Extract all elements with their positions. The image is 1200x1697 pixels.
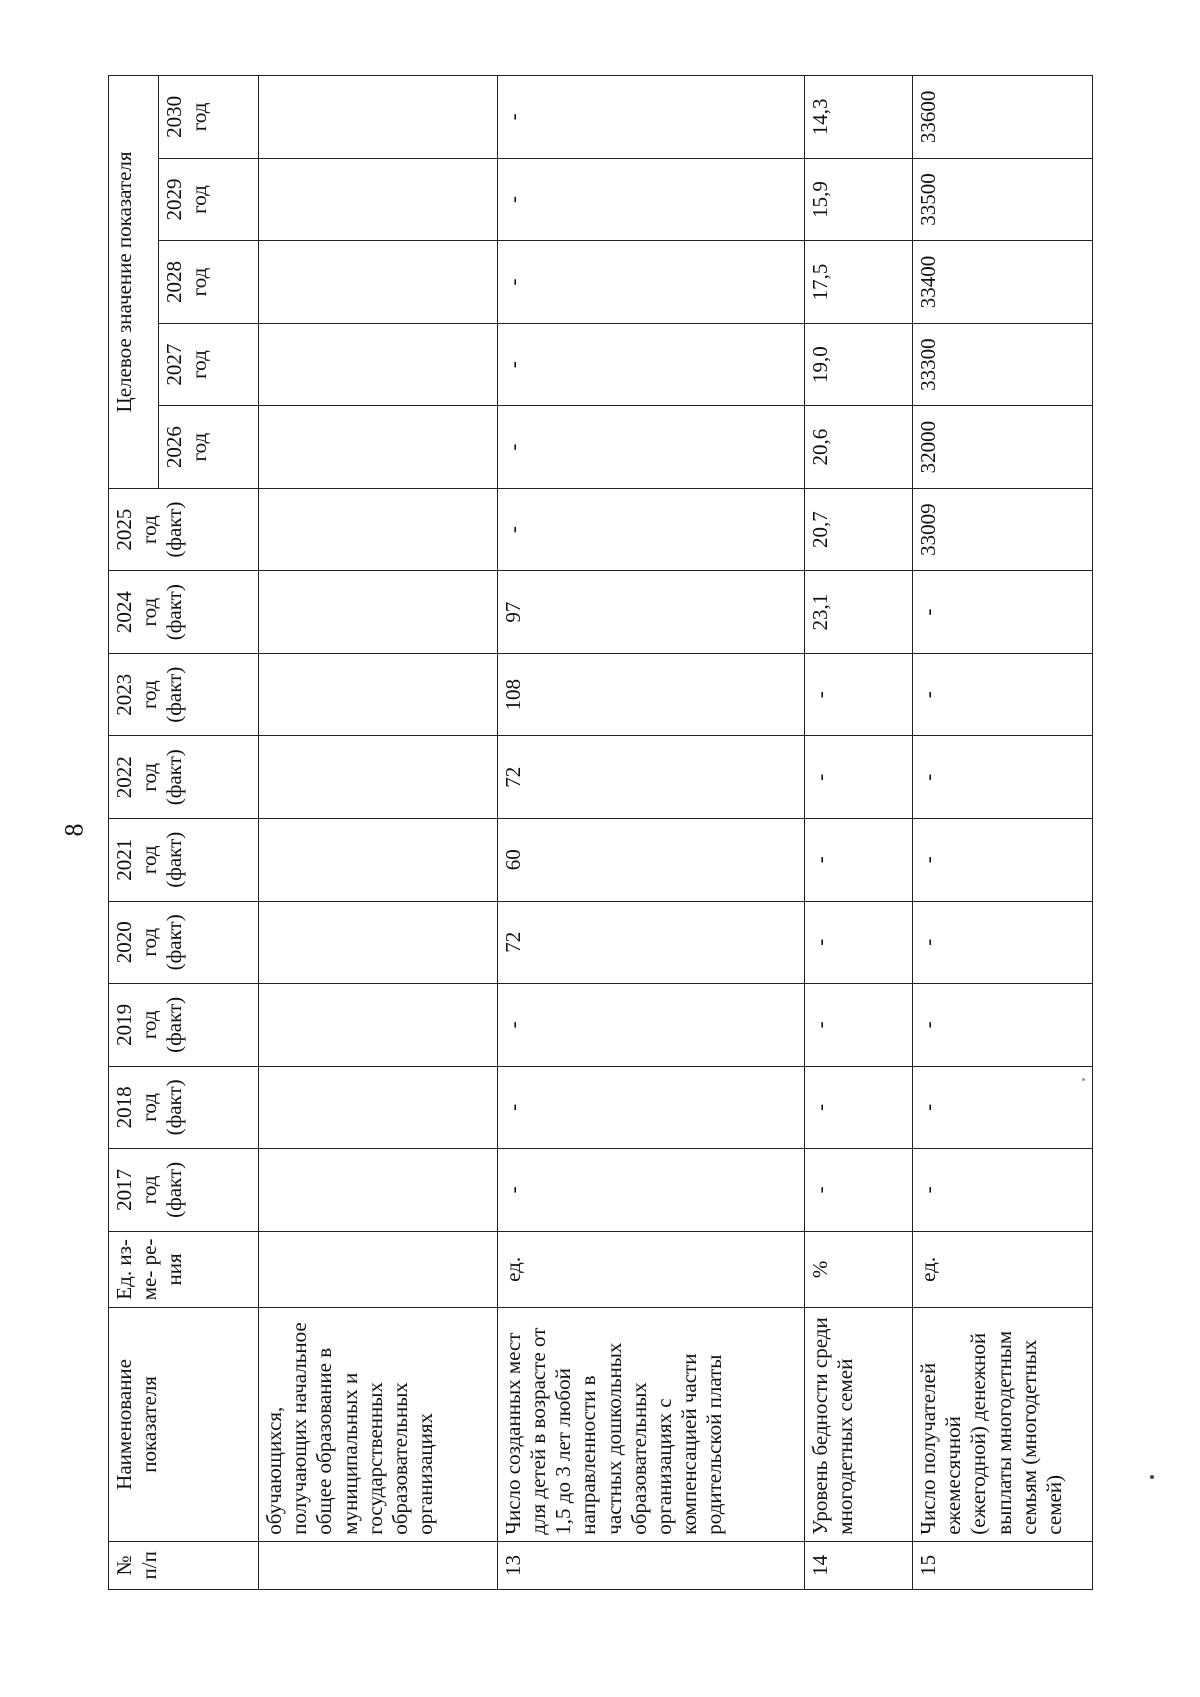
- value-cell: [259, 984, 498, 1067]
- value-cell: -: [497, 241, 804, 324]
- unit-cell: ед.: [497, 1231, 804, 1308]
- value-cell: -: [497, 158, 804, 241]
- value-cell: -: [497, 406, 804, 489]
- value-cell: -: [805, 653, 913, 736]
- value-cell: -: [913, 653, 1093, 736]
- value-cell: 33400: [913, 241, 1093, 324]
- value-cell: 33009: [913, 488, 1093, 571]
- value-cell: [259, 488, 498, 571]
- value-cell: 72: [497, 901, 804, 984]
- header-target-year: 2029 год: [159, 158, 259, 241]
- value-cell: -: [913, 1066, 1093, 1149]
- indicator-name: обучающихся, получающих начальное общее образование в муниципальных и государственных образовательных организациях: [259, 1308, 498, 1542]
- value-cell: 72: [497, 736, 804, 819]
- value-cell: 33500: [913, 158, 1093, 241]
- indicator-name: Число получателей ежемесячной (ежегодной) денежной выплаты многодетным семьям (многодетных семей): [913, 1308, 1093, 1542]
- value-cell: [259, 653, 498, 736]
- value-cell: 23,1: [805, 571, 913, 654]
- unit-cell: ед.: [913, 1231, 1093, 1308]
- row-number: 15: [913, 1541, 1093, 1589]
- value-cell: -: [805, 819, 913, 902]
- value-cell: 60: [497, 819, 804, 902]
- header-year: 2022 год (факт): [109, 736, 259, 819]
- value-cell: -: [805, 736, 913, 819]
- header-target-year: 2027 год: [159, 323, 259, 406]
- header-num: № п/п: [109, 1541, 259, 1589]
- rotated-table-container: [108, 75, 1093, 1590]
- table-body: [259, 76, 1093, 1590]
- header-year: 2024 год (факт): [109, 571, 259, 654]
- indicator-name: Число созданных мест для детей в возрасте от 1,5 до 3 лет любой направленности в частных дошкольных образовательных организациях с компенсацией части родительской платы: [497, 1308, 804, 1542]
- page-number: 8: [59, 823, 89, 837]
- value-cell: [259, 76, 498, 159]
- header-name: Наименование показателя: [109, 1308, 259, 1542]
- value-cell: [259, 1066, 498, 1149]
- value-cell: -: [913, 984, 1093, 1067]
- row-number: 14: [805, 1541, 913, 1589]
- header-target-year: 2030 год: [159, 76, 259, 159]
- table-row: [805, 76, 913, 1590]
- value-cell: -: [497, 1149, 804, 1232]
- value-cell: 33600: [913, 76, 1093, 159]
- value-cell: -: [497, 76, 804, 159]
- value-cell: -: [913, 1149, 1093, 1232]
- header-year: 2023 год (факт): [109, 653, 259, 736]
- value-cell: [259, 901, 498, 984]
- header-target-year: 2028 год: [159, 241, 259, 324]
- indicators-table: [108, 75, 1093, 1590]
- header-year: 2020 год (факт): [109, 901, 259, 984]
- header-year: 2025 год (факт): [109, 488, 259, 571]
- value-cell: [259, 241, 498, 324]
- value-cell: [259, 158, 498, 241]
- value-cell: -: [805, 901, 913, 984]
- value-cell: [259, 819, 498, 902]
- value-cell: -: [913, 736, 1093, 819]
- scan-speck: [1150, 1475, 1154, 1479]
- value-cell: -: [913, 571, 1093, 654]
- value-cell: [259, 571, 498, 654]
- table-row: [259, 76, 498, 1590]
- value-cell: -: [913, 901, 1093, 984]
- value-cell: 20,7: [805, 488, 913, 571]
- header-year: 2018 год (факт): [109, 1066, 259, 1149]
- value-cell: 108: [497, 653, 804, 736]
- value-cell: [259, 1149, 498, 1232]
- value-cell: -: [497, 984, 804, 1067]
- header-target-year: 2026 год: [159, 406, 259, 489]
- value-cell: -: [497, 488, 804, 571]
- row-number: 13: [497, 1541, 804, 1589]
- indicator-name: Уровень бедности среди многодетных семей: [805, 1308, 913, 1542]
- value-cell: -: [805, 1066, 913, 1149]
- unit-cell: [259, 1231, 498, 1308]
- value-cell: 33300: [913, 323, 1093, 406]
- value-cell: 32000: [913, 406, 1093, 489]
- header-unit: Ед. из- ме- ре- ния: [109, 1231, 259, 1308]
- value-cell: 14,3: [805, 76, 913, 159]
- value-cell: -: [805, 1149, 913, 1232]
- unit-cell: %: [805, 1231, 913, 1308]
- header-target-group: Целевое значение показателя: [109, 76, 159, 489]
- value-cell: 15,9: [805, 158, 913, 241]
- table-row: [497, 76, 804, 1590]
- value-cell: [259, 323, 498, 406]
- value-cell: -: [497, 1066, 804, 1149]
- table-row: [913, 76, 1093, 1590]
- value-cell: -: [497, 323, 804, 406]
- value-cell: 97: [497, 571, 804, 654]
- header-year: 2019 год (факт): [109, 984, 259, 1067]
- header-year: 2021 год (факт): [109, 819, 259, 902]
- value-cell: 20,6: [805, 406, 913, 489]
- value-cell: 19,0: [805, 323, 913, 406]
- header-year: 2017 год (факт): [109, 1149, 259, 1232]
- row-number: [259, 1541, 498, 1589]
- value-cell: [259, 406, 498, 489]
- value-cell: -: [805, 984, 913, 1067]
- value-cell: [259, 736, 498, 819]
- value-cell: -: [913, 819, 1093, 902]
- value-cell: 17,5: [805, 241, 913, 324]
